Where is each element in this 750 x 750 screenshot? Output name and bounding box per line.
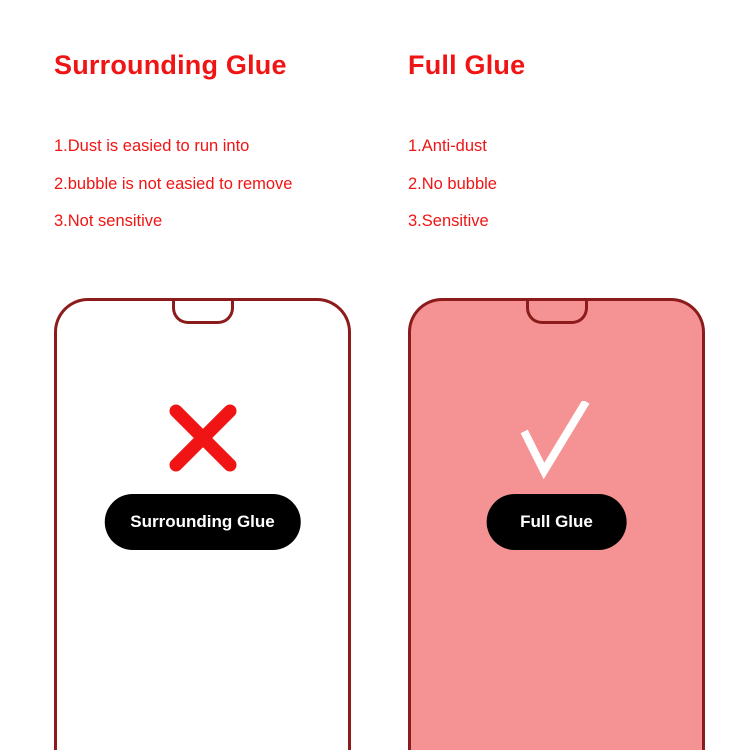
phone-notch: [526, 298, 588, 324]
phone-notch: [172, 298, 234, 324]
column-title-full-glue: Full Glue: [408, 50, 526, 80]
bullet-list-full-glue: [408, 138, 497, 251]
pill-label-full-glue: Full Glue: [486, 494, 627, 550]
column-full-glue: [396, 0, 750, 750]
column-title-surrounding-glue: Surrounding Glue: [54, 50, 287, 80]
cross-icon: [57, 401, 348, 477]
bullet-list-surrounding-glue: [54, 138, 293, 251]
bullet-item: 2.No bubble: [408, 174, 497, 193]
phone-outline-surrounding-glue: [54, 298, 351, 750]
column-surrounding-glue: [40, 0, 395, 750]
bullet-item: 1.Anti-dust: [408, 137, 487, 155]
bullet-item: 3.Not sensitive: [54, 212, 163, 230]
check-icon: [411, 401, 702, 477]
phone-outline-full-glue: [408, 298, 705, 750]
bullet-item: 3.Sensitive: [408, 212, 489, 230]
pill-label-surrounding-glue: Surrounding Glue: [104, 494, 301, 550]
bullet-item: 1.Dust is easied to run into: [54, 137, 250, 155]
bullet-item: 2.bubble is not easied to remove: [54, 174, 293, 193]
